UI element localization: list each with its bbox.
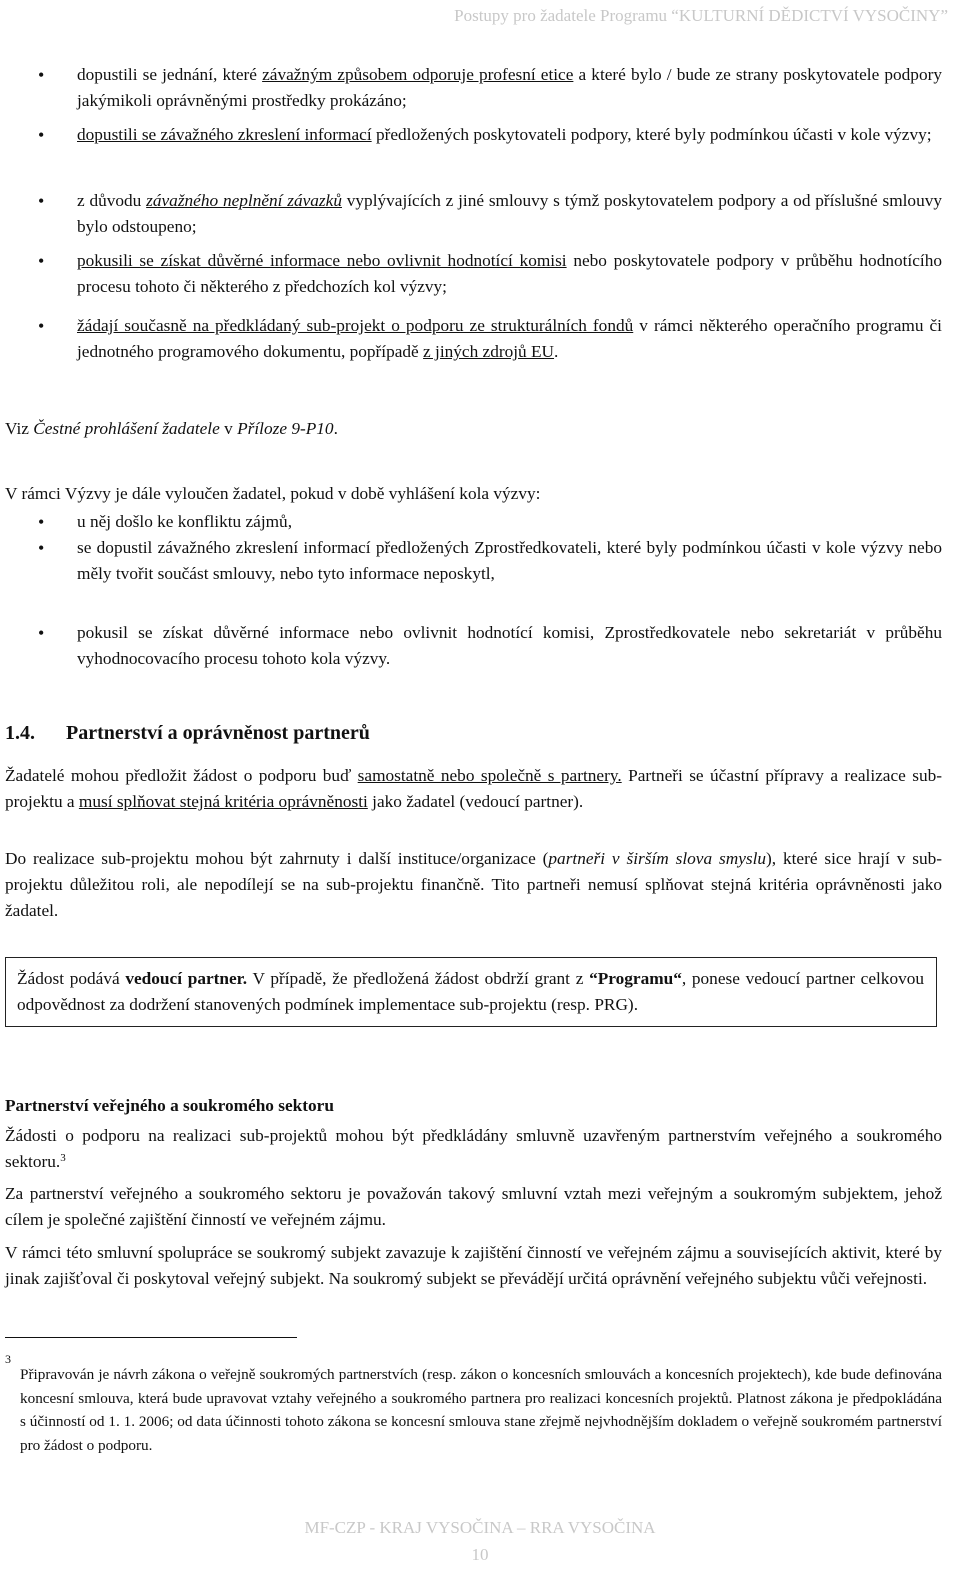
- list-item: u něj došlo ke konfliktu zájmů,: [77, 512, 293, 531]
- bullet-icon: •: [38, 65, 45, 85]
- ppp-paragraph-2: Za partnerství veřejného a soukromého sektoru je považován takový smluvní vztah mezi veřejným a soukromým subjektem, jehož cílem je společné zajištění činností ve veřejném zájmu.: [5, 1184, 942, 1229]
- declaration-reference: Viz Čestné prohlášení žadatele v Příloze 9-P10.: [5, 419, 338, 438]
- list-item: dopustili se jednání, které závažným způsobem odporuje profesní etice a které bylo / bude ze strany poskytovatele podpory jakýmikoli oprávněnými prostředky prokázáno;: [77, 65, 942, 110]
- footnote-mark: 3: [5, 1352, 11, 1366]
- bullet-icon: •: [38, 191, 45, 211]
- lead-partner-box: Žádost podává vedoucí partner. V případě, že předložená žádost obdrží grant z “Programu“, ponese vedoucí partner celkovou odpovědnost za dodržení stanovených podmínek implementace sub-projektu (resp. PRG).: [5, 957, 937, 1027]
- running-header: Postupy pro žadatele Programu “KULTURNÍ DĚDICTVÍ VYSOČINY”: [454, 6, 948, 25]
- list-item: pokusili se získat důvěrné informace nebo ovlivnit hodnotící komisi nebo poskytovatele podpory v průběhu hodnotícího procesu tohoto či některého z předchozích kol výzvy;: [77, 251, 942, 296]
- list-item: z důvodu závažného neplnění závazků vyplývajících z jiné smlouvy s týmž poskytovatelem podpory a od příslušné smlouvy bylo odstoupeno;: [77, 191, 942, 236]
- bullet-icon: •: [38, 623, 45, 643]
- bullet-icon: •: [38, 538, 45, 558]
- list-item: žádají současně na předkládaný sub-projekt o podporu ze strukturálních fondů v rámci některého operačního programu či jednotného programového dokumentu, popřípadě z jiných zdrojů EU.: [77, 316, 942, 361]
- footnote-ref[interactable]: 3: [60, 1152, 66, 1164]
- bullet-icon: •: [38, 125, 45, 145]
- footnote-text: Připravován je návrh zákona o veřejně soukromých partnerstvích (resp. zákon o koncesních smlouvách a koncesních projektech), kde bude definována koncesní smlouva, která bude upravovat vztahy veřejného a soukromého partnera pro realizaci koncesních projektů. Platnost zákona je předpokládána s účinností od 1. 1. 2006; od data účinnosti tohoto zákona se koncesní smlouva stane zřejmě nejvhodnějším dokladem o veřejně soukromém partnerství pro žádost o podporu.: [20, 1366, 942, 1454]
- ppp-heading: Partnerství veřejného a soukromého sektoru: [5, 1096, 334, 1115]
- list-item: se dopustil závažného zkreslení informací předložených Zprostředkovateli, které byly podmínkou účasti v kole výzvy nebo měly tvořit součást smlouvy, nebo tyto informace neposkytl,: [77, 538, 942, 583]
- bullet-icon: •: [38, 251, 45, 271]
- partners-broad-paragraph: Do realizace sub-projektu mohou být zahrnuty i další instituce/organizace (partneři v širším slova smyslu), které sice hrají v sub-projektu důležitou roli, ale nepodílejí se na sub-projektu finančně. Tito partneři nemusí splňovat stejná kritéria oprávněnosti jako žadatel.: [5, 849, 942, 920]
- bullet-icon: •: [38, 316, 45, 336]
- page-number: 10: [471, 1545, 489, 1564]
- section-number: 1.4.: [5, 722, 35, 744]
- ppp-paragraph-1: Žádosti o podporu na realizaci sub-projektů mohou být předkládány smluvně uzavřeným partnerstvím veřejného a soukromého sektoru.$^3$: [5, 1126, 942, 1171]
- call-exclusion-intro: V rámci Výzvy je dále vyloučen žadatel, pokud v době vyhlášení kola výzvy:: [5, 484, 541, 503]
- partners-paragraph: Žadatelé mohou předložit žádost o podporu buď samostatně nebo společně s partnery. Partneři se účastní přípravy a realizace sub-projektu a musí splňovat stejná kritéria oprávněnosti jako žadatel (vedoucí partner).: [5, 766, 942, 811]
- section-title: Partnerství a oprávněnost partnerů: [66, 722, 370, 744]
- list-item: dopustili se závažného zkreslení informací předložených poskytovateli podpory, které byly podmínkou účasti v kole výzvy;: [77, 125, 932, 144]
- page-footer: MF-CZP - KRAJ VYSOČINA – RRA VYSOČINA: [304, 1518, 656, 1537]
- bullet-icon: •: [38, 512, 45, 532]
- footnote-divider: [5, 1337, 297, 1338]
- ppp-paragraph-3: V rámci této smluvní spolupráce se soukromý subjekt zavazuje k zajištění činností ve veřejném zájmu a souvisejících aktivit, které by jinak zajišťoval či poskytoval veřejný subjekt. Na soukromý subjekt se převádějí určitá oprávnění veřejného subjektu vůči veřejnosti.: [5, 1243, 942, 1288]
- list-item: pokusil se získat důvěrné informace nebo ovlivnit hodnotící komisi, Zprostředkovatele nebo sekretariát v průběhu vyhodnocovacího procesu tohoto kola výzvy.: [77, 623, 942, 668]
